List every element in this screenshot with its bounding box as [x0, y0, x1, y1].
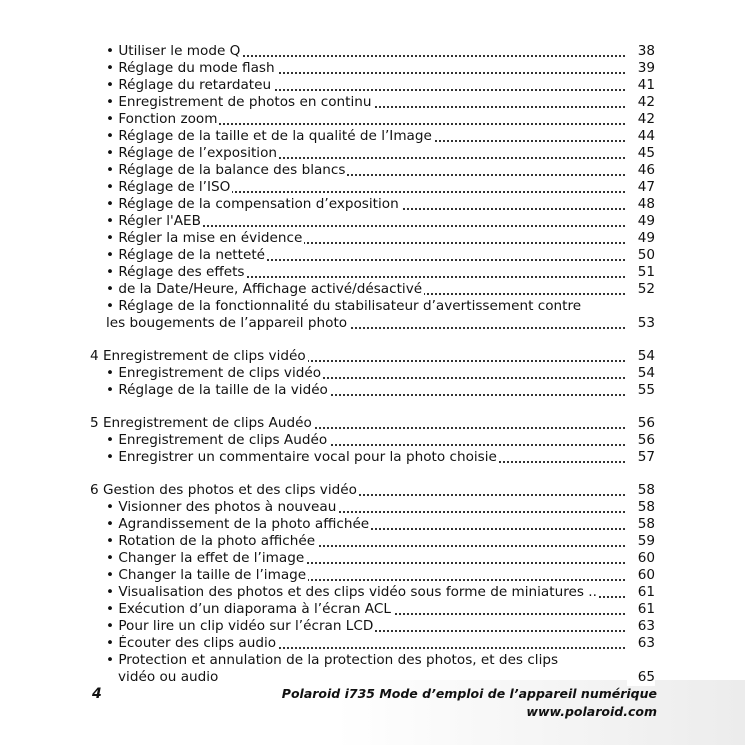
toc-entry-page: 42	[627, 94, 655, 111]
toc-section-entry	[90, 482, 655, 499]
toc-entry	[90, 499, 655, 516]
toc-entry-title: • Réglage des effets	[90, 264, 247, 280]
toc-section-entry	[90, 348, 655, 365]
toc-entry	[90, 298, 655, 315]
toc-entry-page: 49	[627, 230, 655, 247]
toc-entry-page: 53	[627, 315, 655, 332]
toc-entry	[90, 449, 655, 466]
toc-entry	[90, 432, 655, 449]
toc-entry-title: • Enregistrement de clips Audéo	[90, 432, 329, 448]
toc-entry-title: • Agrandissement de la photo affichée	[90, 516, 371, 532]
toc-entry-page: 55	[627, 382, 655, 399]
toc-entry-page: 50	[627, 247, 655, 264]
toc-entry-title: 4 Enregistrement de clips vidéo	[90, 348, 306, 364]
toc-entry-title: • Exécution d’un diaporama à l’écran ACL	[90, 601, 393, 617]
toc-section-entry	[90, 415, 655, 432]
toc-entry-title: • Réglage de la compensation d’exposition	[90, 196, 401, 212]
toc-entry	[90, 652, 655, 669]
table-of-contents	[90, 43, 655, 686]
toc-entry-page: 51	[627, 264, 655, 281]
toc-entry	[90, 111, 655, 128]
toc-entry	[90, 94, 655, 111]
toc-entry	[90, 264, 655, 281]
toc-entry-page: 61	[627, 584, 655, 601]
footer-title: Polaroid i735 Mode d’emploi de l’appareil numérique	[281, 686, 657, 701]
toc-entry-title: • Réglage de la taille de la vidéo	[90, 382, 330, 398]
toc-entry-page: 59	[627, 533, 655, 550]
toc-entry-title: • Visionner des photos à nouveau	[90, 499, 338, 515]
toc-entry-title: les bougements de l’appareil photo	[90, 315, 349, 331]
toc-entry-page: 65	[627, 669, 655, 686]
toc-entry-page: 58	[627, 499, 655, 516]
toc-entry-title: • Réglage de la taille et de la qualité de l’Image	[90, 128, 434, 144]
toc-entry	[90, 281, 655, 298]
toc-entry-title: • Pour lire un clip vidéo sur l’écran LCD	[90, 618, 375, 634]
toc-entry	[90, 567, 655, 584]
toc-entry-page: 39	[627, 60, 655, 77]
toc-entry-title: • Écouter des clips audio	[90, 635, 278, 651]
toc-entry-title: • Visualisation des photos et des clips vidéo sous forme de miniatures ..	[90, 584, 599, 600]
toc-entry-title: • Régler la mise en évidence	[90, 230, 304, 246]
toc-entry-page: 38	[627, 43, 655, 60]
toc-entry	[90, 179, 655, 196]
toc-entry-title: • Enregistrement de clips vidéo	[90, 365, 323, 381]
toc-entry-page: 60	[627, 567, 655, 584]
toc-entry	[90, 213, 655, 230]
toc-entry-page: 56	[627, 415, 655, 432]
toc-entry-title: • Réglage de la fonctionnalité du stabilisateur d’avertissement contre	[90, 298, 583, 314]
toc-entry	[90, 43, 655, 60]
toc-entry	[90, 382, 655, 399]
toc-entry-title: • Enregistrement de photos en continu	[90, 94, 374, 110]
toc-entry	[90, 315, 655, 332]
toc-entry-title: • Réglage de la balance des blancs	[90, 162, 347, 178]
toc-entry-page: 46	[627, 162, 655, 179]
toc-entry-title: • Réglage du retardateu	[90, 77, 273, 93]
toc-entry-page: 48	[627, 196, 655, 213]
toc-entry-page: 45	[627, 145, 655, 162]
toc-entry	[90, 230, 655, 247]
toc-entry	[90, 162, 655, 179]
toc-entry-page: 44	[627, 128, 655, 145]
toc-entry-title: • de la Date/Heure, Affichage activé/désactivé	[90, 281, 424, 297]
toc-entry-page: 56	[627, 432, 655, 449]
toc-entry-title: • Utiliser le mode Q	[90, 43, 242, 59]
toc-entry	[90, 601, 655, 618]
toc-entry-page: 60	[627, 550, 655, 567]
toc-entry	[90, 635, 655, 652]
toc-entry-page: 54	[627, 365, 655, 382]
toc-entry-page: 52	[627, 281, 655, 298]
page-number: 4	[92, 686, 102, 702]
toc-entry	[90, 247, 655, 264]
toc-entry-page: 41	[627, 77, 655, 94]
toc-entry-title: • Réglage du mode flash	[90, 60, 277, 76]
toc-entry-page: 63	[627, 618, 655, 635]
toc-entry-page: 47	[627, 179, 655, 196]
toc-entry	[90, 196, 655, 213]
toc-entry	[90, 60, 655, 77]
toc-entry-title: • Changer la effet de l’image	[90, 550, 306, 566]
toc-entry-page: 61	[627, 601, 655, 618]
toc-entry-title: • Fonction zoom	[90, 111, 219, 127]
toc-entry	[90, 128, 655, 145]
toc-entry-title: • Réglage de l’ISO	[90, 179, 232, 195]
toc-entry	[90, 145, 655, 162]
toc-entry-title: • Régler l'AEB	[90, 213, 203, 229]
toc-entry	[90, 550, 655, 567]
toc-entry	[90, 584, 655, 601]
toc-entry-page: 54	[627, 348, 655, 365]
toc-entry-page: 63	[627, 635, 655, 652]
toc-entry	[90, 533, 655, 550]
toc-entry-title: • Réglage de la netteté	[90, 247, 267, 263]
toc-entry-title: • Protection et annulation de la protection des photos, et des clips	[90, 652, 560, 668]
toc-entry-title: • Réglage de l’exposition	[90, 145, 279, 161]
toc-entry-page: 58	[627, 482, 655, 499]
toc-entry	[90, 365, 655, 382]
toc-entry-page: 49	[627, 213, 655, 230]
toc-entry	[90, 77, 655, 94]
toc-entry	[90, 516, 655, 533]
toc-entry-title: 5 Enregistrement de clips Audéo	[90, 415, 312, 431]
toc-entry	[90, 618, 655, 635]
toc-entry-title: • Enregistrer un commentaire vocal pour la photo choisie	[90, 449, 499, 465]
toc-entry-page: 57	[627, 449, 655, 466]
toc-entry-title: vidéo ou audio	[90, 669, 220, 685]
toc-entry-title: 6 Gestion des photos et des clips vidéo	[90, 482, 357, 498]
toc-entry-title: • Rotation de la photo affichée	[90, 533, 317, 549]
toc-entry-title: • Changer la taille de l’image	[90, 567, 308, 583]
toc-entry-page: 42	[627, 111, 655, 128]
toc-entry-page: 58	[627, 516, 655, 533]
footer-url: www.polaroid.com	[526, 704, 657, 719]
